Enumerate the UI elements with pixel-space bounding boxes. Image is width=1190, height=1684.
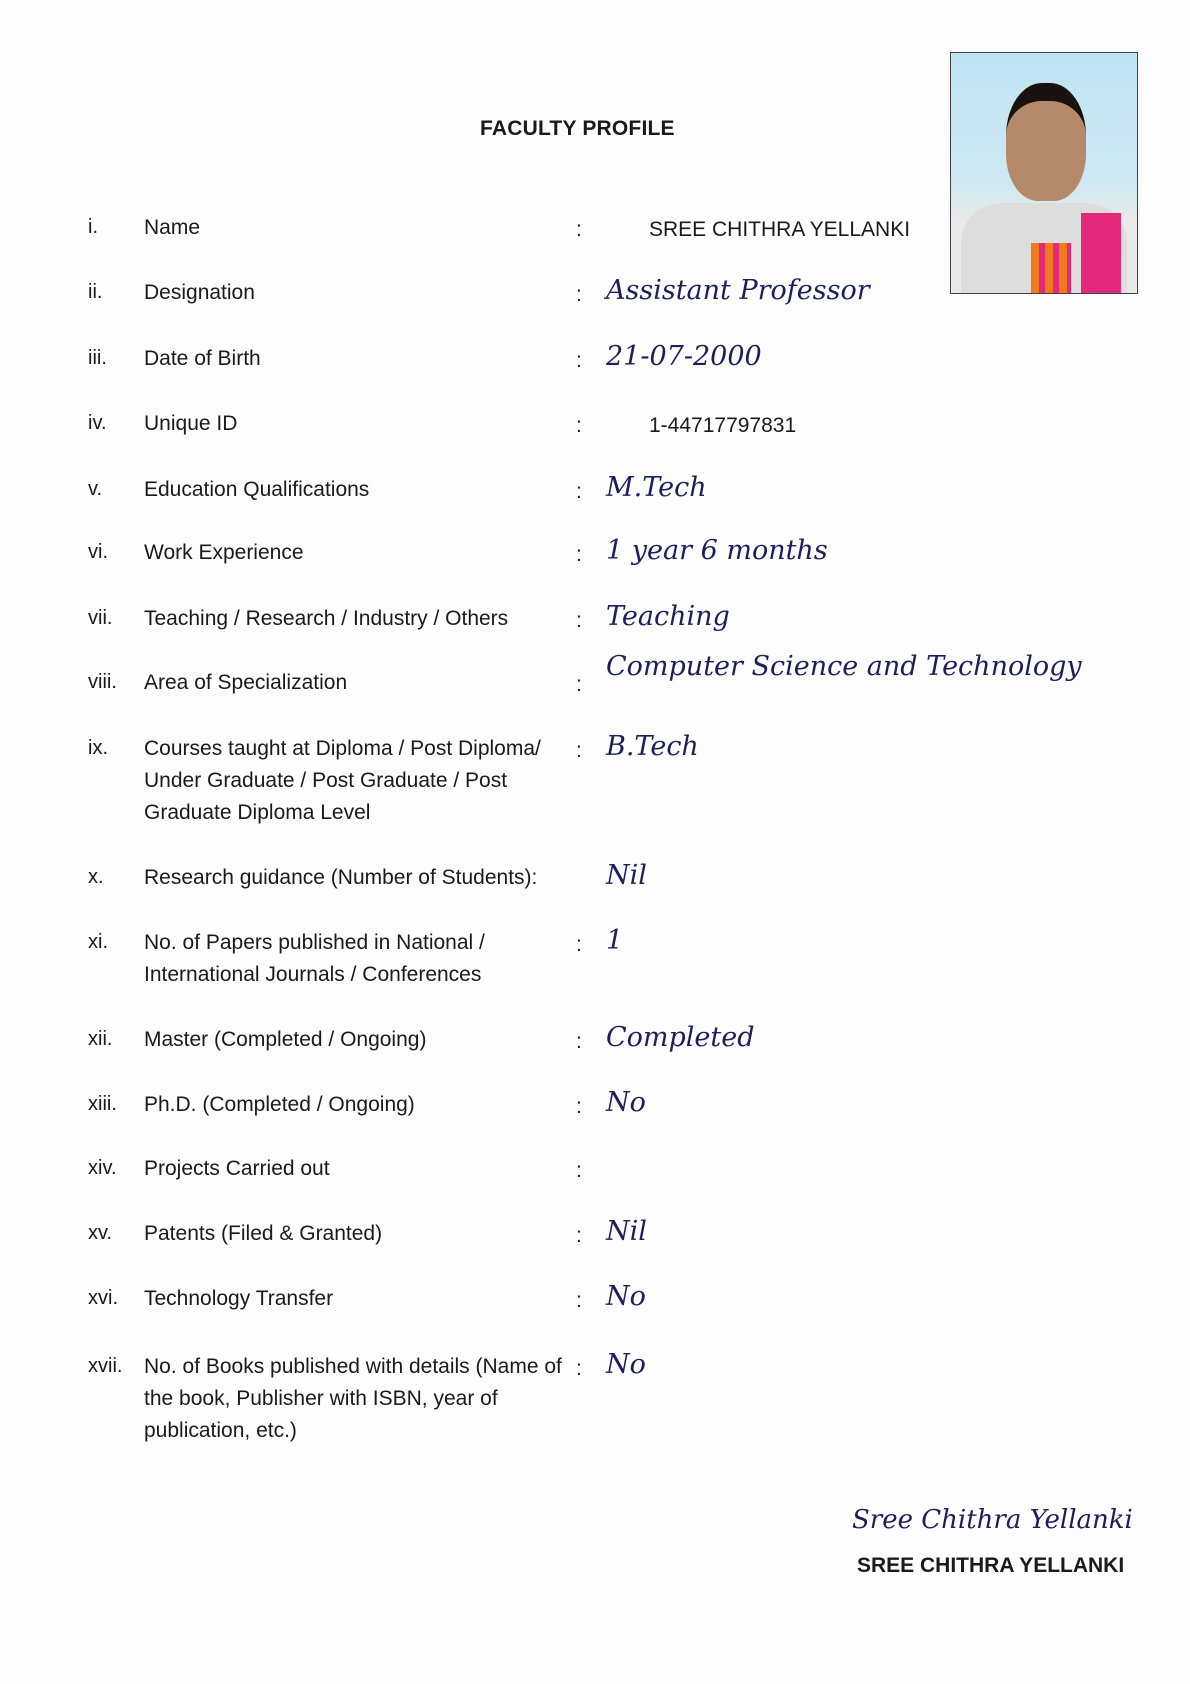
field-value: Nil <box>606 860 647 891</box>
field-label: Master (Completed / Ongoing) <box>144 1028 427 1051</box>
field-label: Unique ID <box>144 412 238 435</box>
field-label: Work Experience <box>144 541 304 564</box>
field-value: Assistant Professor <box>606 275 870 306</box>
field-number: iii. <box>88 347 107 369</box>
field-colon: : <box>576 933 582 956</box>
field-colon: : <box>576 609 582 632</box>
field-label: Education Qualifications <box>144 478 370 501</box>
field-colon: : <box>576 283 582 306</box>
field-value: M.Tech <box>606 472 707 503</box>
field-label: Ph.D. (Completed / Ongoing) <box>144 1093 415 1116</box>
field-label: Designation <box>144 281 255 304</box>
field-value: Teaching <box>606 601 730 632</box>
field-label: Research guidance (Number of Students): <box>144 866 538 889</box>
field-number: vii. <box>88 607 113 629</box>
field-colon: : <box>576 1357 582 1380</box>
field-colon: : <box>576 414 582 437</box>
field-colon: : <box>576 480 582 503</box>
field-number: x. <box>88 866 104 888</box>
field-label: Teaching / Research / Industry / Others <box>144 607 509 630</box>
signature-name: SREE CHITHRA YELLANKI <box>857 1554 1125 1577</box>
field-label: Courses taught at Diploma / Post Diploma/ Under Graduate / Post Graduate / Post Graduate Diploma Level <box>144 737 541 824</box>
field-value: Nil <box>606 1216 647 1247</box>
field-value: 1 <box>606 925 624 956</box>
field-label: Name <box>144 216 201 239</box>
field-value: No <box>606 1087 646 1118</box>
field-colon: : <box>576 543 582 566</box>
field-value: 1-44717797831 <box>649 414 797 437</box>
photo-head-shape <box>1006 83 1086 201</box>
field-value: B.Tech <box>606 731 699 762</box>
field-colon: : <box>576 349 582 372</box>
field-colon: : <box>576 739 582 762</box>
field-colon: : <box>576 1159 582 1182</box>
field-number: xiv. <box>88 1157 117 1179</box>
field-value: Completed <box>606 1022 755 1053</box>
field-number: ii. <box>88 281 103 303</box>
field-value: No <box>606 1349 646 1380</box>
field-number: xvi. <box>88 1287 118 1309</box>
field-number: xiii. <box>88 1093 117 1115</box>
field-value: No <box>606 1281 646 1312</box>
field-number: v. <box>88 478 103 500</box>
field-number: viii. <box>88 671 117 693</box>
field-label: No. of Books published with details (Name of the book, Publisher with ISBN, year of publication, etc.) <box>144 1355 562 1442</box>
field-colon: : <box>576 1289 582 1312</box>
field-value: 1 year 6 months <box>606 535 828 566</box>
field-number: iv. <box>88 412 107 434</box>
field-label: Patents (Filed & Granted) <box>144 1222 383 1245</box>
signature: Sree Chithra Yellanki <box>852 1505 1133 1535</box>
field-number: xvii. <box>88 1355 123 1377</box>
field-value: 21-07-2000 <box>606 341 762 372</box>
field-number: ix. <box>88 737 108 759</box>
field-label: Projects Carried out <box>144 1157 330 1180</box>
photo-dupatta-shape <box>1081 213 1121 294</box>
field-label: No. of Papers published in National / International Journals / Conferences <box>144 931 485 986</box>
field-colon: : <box>576 1095 582 1118</box>
photo-stripe-shape <box>1031 243 1071 294</box>
field-label: Area of Specialization <box>144 671 348 694</box>
field-number: i. <box>88 216 98 238</box>
field-colon: : <box>576 1030 582 1053</box>
field-number: xii. <box>88 1028 113 1050</box>
field-value: SREE CHITHRA YELLANKI <box>649 218 911 241</box>
field-label: Date of Birth <box>144 347 261 370</box>
field-colon: : <box>576 673 582 696</box>
field-value: Computer Science and Technology <box>606 651 1082 682</box>
page-title: FACULTY PROFILE <box>480 117 675 140</box>
field-colon: : <box>576 218 582 241</box>
field-colon: : <box>576 1224 582 1247</box>
field-label: Technology Transfer <box>144 1287 334 1310</box>
field-number: xv. <box>88 1222 113 1244</box>
field-number: xi. <box>88 931 108 953</box>
field-number: vi. <box>88 541 108 563</box>
profile-photo <box>950 52 1138 294</box>
